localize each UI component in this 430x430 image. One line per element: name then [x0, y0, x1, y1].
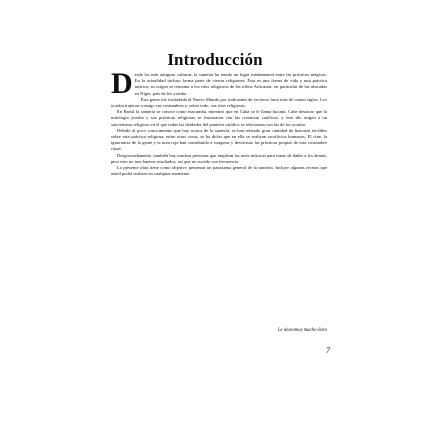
body-text [111, 67, 327, 177]
paragraph-5: Desgraciadamente, también hay muchas personas que emplean las artes místicas para tratar de dañar a los demás, pero esto no trae buenos resultados, así que no sucede con frecuencia. [111, 152, 327, 164]
paragraph-2: Esta gente fue trasladada al Nuevo Mundo por traficantes de esclavos hace más de cuatro siglos. Los yoruba trajeron consigo sus costumbres y, sobre todo, sus ritos religiosos. [111, 96, 327, 109]
page-number: 7 [326, 346, 330, 355]
paragraph-6: La presente obra tiene como objetivo presentar un panorama general de la santería. Incluye algunas recetas que usted podrá realizar en cualquier momento. [111, 165, 327, 177]
paragraph-1 [111, 67, 327, 100]
chapter-title: Introducción [167, 50, 263, 69]
drop-cap: D [111, 67, 133, 100]
paragraph-1-text: esde las más antiguas culturas, la santería ha tenido un lugar fundamental entre las prácticas mágicas. En la actualidad incluso forma parte de ciertas religiones. Ésta es una forma de vida y una práctica mística; su origen se remonta a los ritos religiosos de las tribus Africanas, en particular de las ubicadas en Níger, país de los yoruba. [134, 72, 327, 96]
paragraph-4: Debido al poco conocimiento que hay acerca de la santería, se han relatado gran cantidad de historias terribles sobre esta práctica religiosa; entre otras cosas, se ha dicho que en ella se realizan sacrificios humanos. El cine, la ignorancia de la gente y la nota roja han contribuido a exagerar y desvirtuar las prácticas propias de esta costumbre ritual. [111, 127, 327, 152]
closing-line: Le deseamos mucho éxito [277, 328, 327, 333]
paragraph-3: En Brasil la santería se conoce como macumba, mientras que en Cuba se le llama lucumí. Cabe destacar que la mitología yoruba y sus prácticas religiosas se fusionaron con las creencias católicas, y esto dio origen a un sincretismo religioso en el que todas las deidades del panteón católico se relacionan con las de los yoruba. [111, 109, 327, 127]
